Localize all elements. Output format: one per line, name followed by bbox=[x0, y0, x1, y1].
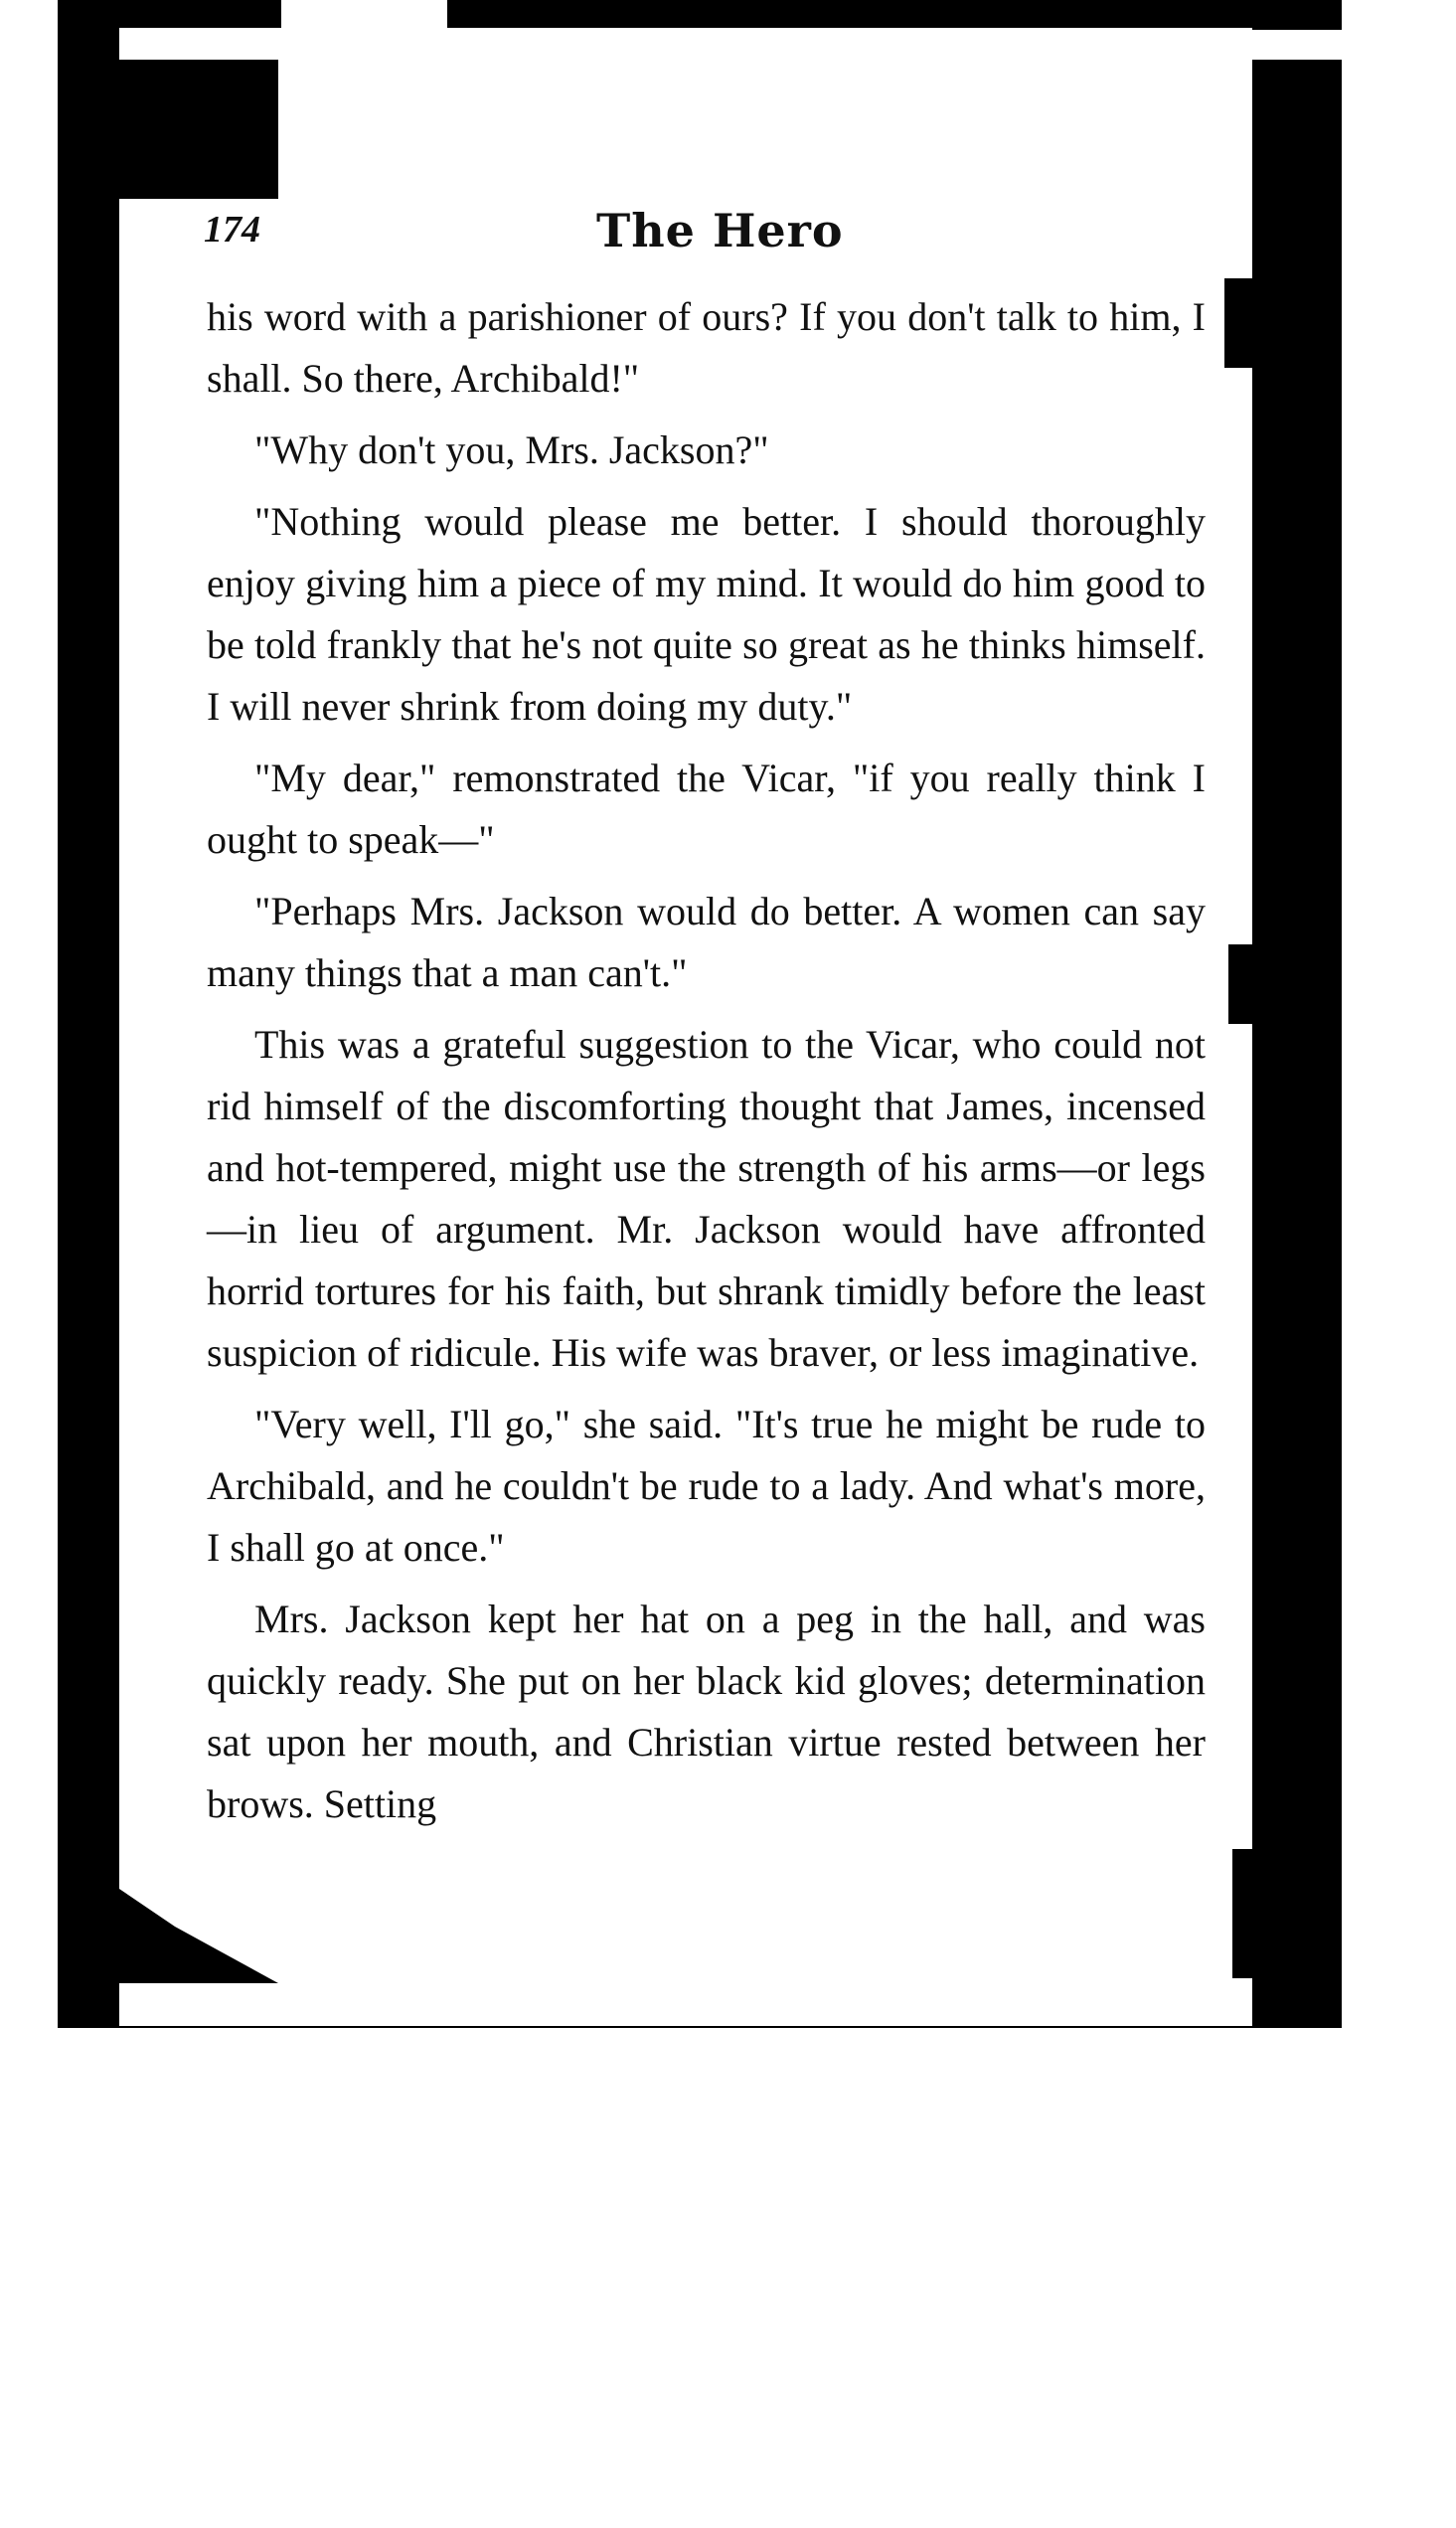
running-title: The Hero bbox=[596, 204, 844, 257]
scan-border-top bbox=[447, 0, 1342, 30]
paragraph-3: "Nothing would please me better. I should thoroughly enjoy giving him a piece of my mind. It would do him good to be told frankly that he's not quite so great as he thinks himself. I will never shrink from doing my duty." bbox=[207, 499, 1206, 729]
scan-notch-left-top bbox=[119, 60, 278, 199]
scan-notch-right-1 bbox=[1224, 278, 1264, 368]
paragraph-7: "Very well, I'll go," she said. "It's true he might be rude to Archibald, and he couldn't be rude to a lady. And what's more, I shall go at once." bbox=[207, 1402, 1206, 1570]
scan-notch-right-2 bbox=[1228, 944, 1268, 1024]
text-body bbox=[207, 286, 1206, 1845]
page-number: 174 bbox=[204, 209, 260, 251]
paragraph-6: This was a grateful suggestion to the Vicar, who could not rid himself of the discomforting thought that James, incensed and hot-tempered, might use the strength of his arms—or legs—in lieu of argument. Mr. Jackson would have affronted horrid tortures for his faith, but shrank timidly before the least suspicion of ridicule. His wife was braver, or less imaginative. bbox=[207, 1022, 1206, 1375]
paragraph-8: Mrs. Jackson kept her hat on a peg in the hall, and was quickly ready. She put on her black kid gloves; determination sat upon her mouth, and Christian virtue rested between her brows. Setting bbox=[207, 1597, 1206, 1826]
running-head bbox=[204, 204, 1208, 263]
paragraph-4: "My dear," remonstrated the Vicar, "if you really think I ought to speak—" bbox=[207, 756, 1206, 862]
paragraph-5: "Perhaps Mrs. Jackson would do better. A women can say many things that a man can't." bbox=[207, 889, 1206, 995]
scan-notch-right-3 bbox=[1232, 1849, 1272, 1978]
paragraph-1: his word with a parishioner of ours? If you don't talk to him, I shall. So there, Archibald!" bbox=[207, 294, 1206, 401]
paragraph-2: "Why don't you, Mrs. Jackson?" bbox=[254, 427, 769, 472]
